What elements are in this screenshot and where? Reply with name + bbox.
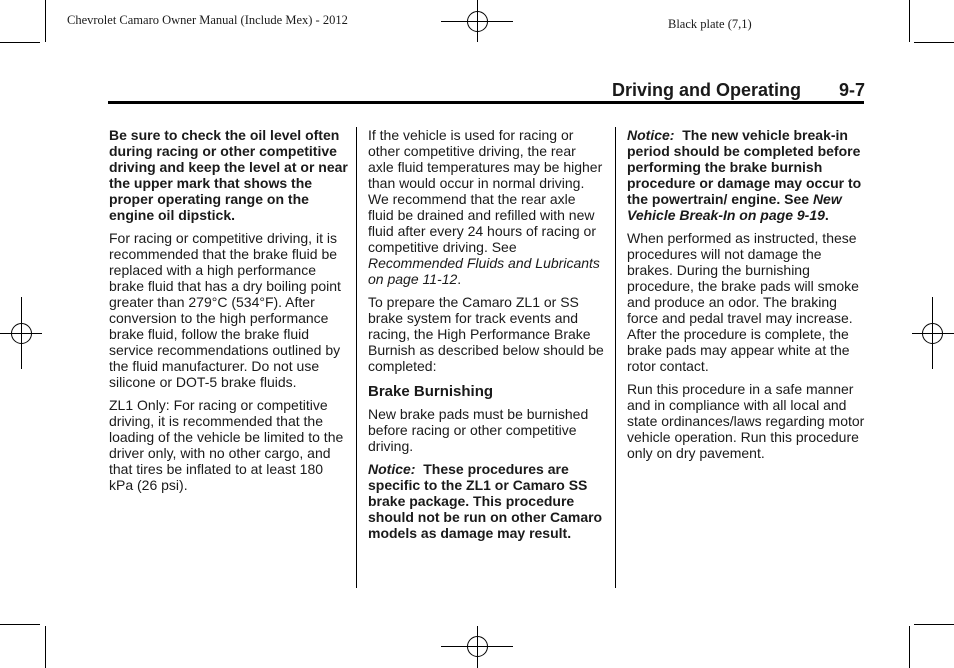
header-rule	[108, 101, 864, 104]
rear-axle-text: If the vehicle is used for racing or other competitive driving, the rear axle fluid temperatures may be higher than would occur in normal driving. We recommend that the rear axle fluid be drained and refilled with new fluid after every 24 hours of racing or competitive driving. See	[368, 127, 603, 255]
column-3	[627, 127, 865, 468]
period: .	[824, 207, 829, 223]
rear-axle-paragraph	[368, 127, 604, 287]
period: .	[457, 271, 462, 287]
procedure-effects-paragraph: When performed as instructed, these procedures will not damage the brakes. During the burnishing procedure, the brake pads will smoke and produce an odor. The braking force and pedal travel may increase. After the procedure is complete, the brake pads may appear white at the rotor contact.	[627, 230, 859, 374]
notice-text: The new vehicle break-in period should be completed before performing the brake burnish procedure or damage may occur to the powertrain/ engine. See	[627, 127, 862, 207]
prepare-brake-paragraph: To prepare the Camaro ZL1 or SS brake system for track events and racing, the High Performance Brake Burnish as described below should be completed:	[368, 294, 604, 374]
notice-label: Notice:	[627, 127, 675, 143]
plate-info-right: Black plate (7,1)	[668, 17, 752, 31]
column-1	[109, 127, 349, 500]
brake-fluid-paragraph: For racing or competitive driving, it is recommended that the brake fluid be replaced with a high performance brake fluid that has a dry boiling point greater than 279°C (534°F). After conversion to the high performance brake fluid, follow the brake fluid service recommendations outlined by the fluid manufacturer. Do not use silicone or DOT-5 brake fluids.	[109, 230, 341, 390]
notice-text: These procedures are specific to the ZL1 or Camaro SS brake package. This procedure should not be run on other Camaro models as damage may result.	[368, 461, 603, 541]
column-divider	[356, 127, 357, 588]
fluids-lubricants-link[interactable]: Recommended Fluids and Lubricants on page 11-12	[368, 255, 600, 287]
zl1-loading-paragraph: ZL1 Only: For racing or competitive driving, it is recommended that the loading of the vehicle be limited to the driver only, with no other cargo, and that tires be inflated to at least 180 kPa (26 psi).	[109, 397, 344, 493]
brake-burnishing-heading: Brake Burnishing	[368, 383, 494, 400]
plate-info-left: Chevrolet Camaro Owner Manual (Include Mex) - 2012	[67, 13, 348, 27]
section-title: Driving and Operating	[612, 80, 802, 100]
burnish-intro-paragraph: New brake pads must be burnished before racing or other competitive driving.	[368, 406, 589, 454]
oil-level-warning: Be sure to check the oil level often during racing or other competitive driving and keep the level at or near the upper mark that shows the proper operating range on the engine oil dipstick.	[109, 127, 348, 223]
notice-label: Notice:	[368, 461, 416, 477]
column-2	[368, 127, 604, 548]
notice-break-in-paragraph	[627, 127, 865, 223]
break-in-link[interactable]: New Vehicle Break-In on page 9-19	[627, 191, 842, 223]
safety-paragraph: Run this procedure in a safe manner and in compliance with all local and state ordinances/laws regarding motor vehicle operation. Run this procedure only on dry pavement.	[627, 381, 865, 461]
page-number: 9-7	[839, 80, 866, 100]
column-divider	[615, 127, 616, 588]
notice-zl1-paragraph	[368, 461, 604, 541]
